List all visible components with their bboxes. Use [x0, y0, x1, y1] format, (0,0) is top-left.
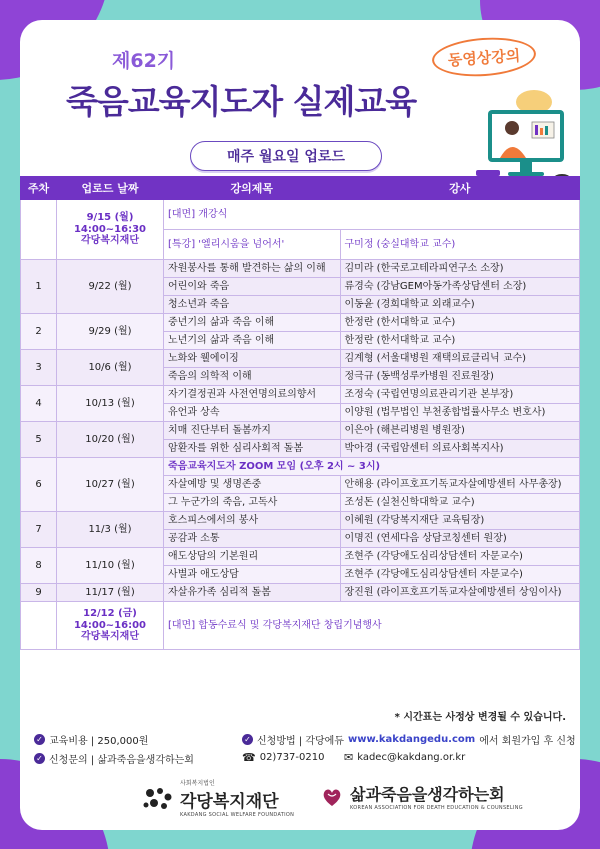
table-row [21, 548, 580, 566]
kakdang-name: 각당복지재단 [180, 792, 279, 812]
lecturer: 이명진 (연세다음 상담코칭센터 원장) [340, 530, 579, 548]
lecturer: 정극규 (동백성루카병원 진료원장) [340, 368, 579, 386]
lecture-title: 유언과 상속 [164, 404, 341, 422]
lecturer: 류경숙 (강남GEM아동가족상담센터 소장) [340, 278, 579, 296]
table-row [21, 584, 580, 602]
inquiry-text: 신청문의 | 삶과죽음을생각하는회 [49, 755, 194, 766]
kadec-logo [320, 782, 523, 811]
poster-card [20, 20, 580, 830]
kakdang-subtitle: KAKDANG SOCIAL WELFARE FOUNDATION [180, 812, 295, 818]
lecturer: 이은아 (해븐리병원 병원장) [340, 422, 579, 440]
lecture-title: 그 누군가의 죽음, 고독사 [164, 494, 341, 512]
lecture-title: 노화와 웰에이징 [164, 350, 341, 368]
apply-info [242, 732, 576, 747]
lecture-title: 노년기의 삶과 죽음 이해 [164, 332, 341, 350]
upload-date: 10/27 (월) [57, 458, 164, 512]
header-date: 업로드 날짜 [57, 177, 164, 200]
header-week: 주차 [21, 177, 57, 200]
lecture-title: 호스피스에서의 봉사 [164, 512, 341, 530]
lecture-title: 죽음의 의학적 이해 [164, 368, 341, 386]
table-row [21, 260, 580, 278]
apply-prefix: 신청방법 | 각당에듀 [257, 736, 345, 747]
closing-date: 12/12 (금) [83, 608, 137, 620]
lecturer: 조현주 (각당애도심리상담센터 자문교수) [340, 548, 579, 566]
lecture-title: 자살유가족 심리적 돌봄 [164, 584, 341, 602]
upload-date: 11/17 (월) [57, 584, 164, 602]
lecture-title: 사별과 애도상담 [164, 566, 341, 584]
table-row [21, 386, 580, 404]
header-title: 강의제목 [164, 177, 341, 200]
week-number: 1 [21, 260, 57, 314]
special-lecture-speaker: 구미정 (숭실대학교 교수) [340, 230, 579, 260]
lecturer-monitor-illustration [470, 80, 580, 190]
lecture-title: 청소년과 죽음 [164, 296, 341, 314]
closing-time: 14:00~16:00 [73, 619, 147, 631]
upload-date: 10/20 (월) [57, 422, 164, 458]
kakdang-logo [142, 778, 294, 818]
phone-text: 02)737-0210 [259, 752, 325, 763]
page-title: 죽음교육지도자 실제교육 [66, 82, 417, 121]
upload-schedule-pill: 매주 월요일 업로드 [190, 141, 382, 171]
lecturer: 안해용 (라이프호프기독교자살예방센터 사무총장) [340, 476, 579, 494]
check-icon: ✓ [242, 734, 253, 745]
lecture-title: 자원봉사를 통해 발견하는 삶의 이해 [164, 260, 341, 278]
upload-date: 10/13 (월) [57, 386, 164, 422]
lecturer: 한정란 (한서대학교 교수) [340, 332, 579, 350]
week-number: 3 [21, 350, 57, 386]
video-lecture-badge: 동영상강의 [431, 34, 537, 79]
inquiry-info [34, 751, 194, 766]
upload-date: 9/22 (월) [57, 260, 164, 314]
lecturer: 장진원 (라이프호프기독교자살예방센터 상임이사) [340, 584, 579, 602]
opening-date-cell [57, 200, 164, 260]
week-cell [21, 602, 57, 650]
closing-date-cell [57, 602, 164, 650]
upload-date: 11/3 (월) [57, 512, 164, 548]
table-row [21, 458, 580, 476]
lecture-title: 중년기의 삶과 죽음 이해 [164, 314, 341, 332]
table-row [21, 422, 580, 440]
lecturer: 조성돈 (실천신학대학교 교수) [340, 494, 579, 512]
week-number: 9 [21, 584, 57, 602]
upload-date: 9/29 (월) [57, 314, 164, 350]
upload-date: 11/10 (월) [57, 548, 164, 584]
lecture-title: 자기결정권과 사전연명의료의향서 [164, 386, 341, 404]
lecture-title: 자살예방 및 생명존중 [164, 476, 341, 494]
lecture-title: 암환자를 위한 심리사회적 돌봄 [164, 440, 341, 458]
week-number: 8 [21, 548, 57, 584]
table-row [21, 512, 580, 530]
opening-time: 14:00~16:30 [73, 223, 147, 235]
closing-place: 각당복지재단 [81, 631, 139, 643]
lecture-title: 어린이와 죽음 [164, 278, 341, 296]
table-header-row [21, 177, 580, 200]
schedule-table [20, 176, 580, 650]
week-number: 7 [21, 512, 57, 548]
kadec-emblem-icon [320, 785, 344, 809]
fee-text: 교육비용 | 250,000원 [49, 736, 149, 747]
lecturer: 이동윤 (경희대학교 외래교수) [340, 296, 579, 314]
header-speaker: 강사 [340, 177, 579, 200]
table-row [21, 350, 580, 368]
opening-place: 각당복지재단 [81, 235, 139, 247]
phone-info [242, 751, 324, 764]
email-info [344, 751, 465, 764]
lecturer: 조현주 (각당애도심리상담센터 자문교수) [340, 566, 579, 584]
week-number: 6 [21, 458, 57, 512]
week-cell [21, 200, 57, 260]
opening-date: 9/15 (월) [86, 212, 134, 224]
special-lecture-title: [특강] '엘리시움을 넘어서' [164, 230, 341, 260]
table-row [21, 314, 580, 332]
opening-title: [대면] 개강식 [164, 200, 580, 230]
lecturer: 김미라 (한국로고테라피연구소 소장) [340, 260, 579, 278]
table-row [21, 602, 580, 650]
week-number: 4 [21, 386, 57, 422]
fee-info [34, 732, 148, 747]
check-icon: ✓ [34, 753, 45, 764]
email-text: kadec@kakdang.or.kr [357, 752, 466, 763]
closing-title: [대면] 합동수료식 및 각당복지재단 창립기념행사 [164, 602, 580, 650]
edition-label: 제62기 [112, 50, 176, 72]
kakdang-emblem-icon [142, 785, 174, 811]
apply-suffix: 에서 회원가입 후 신청 [479, 736, 576, 747]
lecturer: 한정란 (한서대학교 교수) [340, 314, 579, 332]
lecturer: 김계형 (서울대병원 재택의료클리닉 교수) [340, 350, 579, 368]
table-row [21, 200, 580, 230]
lecturer: 박아경 (국립암센터 의료사회복지사) [340, 440, 579, 458]
lecture-title: 공감과 소통 [164, 530, 341, 548]
check-icon: ✓ [34, 734, 45, 745]
phone-icon: ☎ [242, 751, 256, 764]
lecturer: 이혜원 (각당복지재단 교육팀장) [340, 512, 579, 530]
zoom-meeting-note: 죽음교육지도자 ZOOM 모임 (오후 2시 ~ 3시) [164, 458, 580, 476]
week-number: 5 [21, 422, 57, 458]
upload-date: 10/6 (월) [57, 350, 164, 386]
schedule-change-notice: * 시간표는 사정상 변경될 수 있습니다. [394, 712, 566, 723]
mail-icon: ✉ [344, 751, 354, 764]
week-number: 2 [21, 314, 57, 350]
lecture-title: 치매 진단부터 돌봄까지 [164, 422, 341, 440]
kadec-name: 삶과죽음을생각하는회 [350, 785, 505, 804]
apply-link[interactable]: www.kakdangedu.com [348, 734, 476, 745]
kadec-subtitle: KOREAN ASSOCIATION FOR DEATH EDUCATION & COUNSELING [350, 805, 523, 811]
lecturer: 조정숙 (국립연명의료관리기관 본부장) [340, 386, 579, 404]
kakdang-prefix: 사회복지법인 [180, 780, 215, 787]
lecturer: 이양원 (법무법인 부천종합법률사무소 변호사) [340, 404, 579, 422]
lecture-title: 애도상담의 기본원리 [164, 548, 341, 566]
